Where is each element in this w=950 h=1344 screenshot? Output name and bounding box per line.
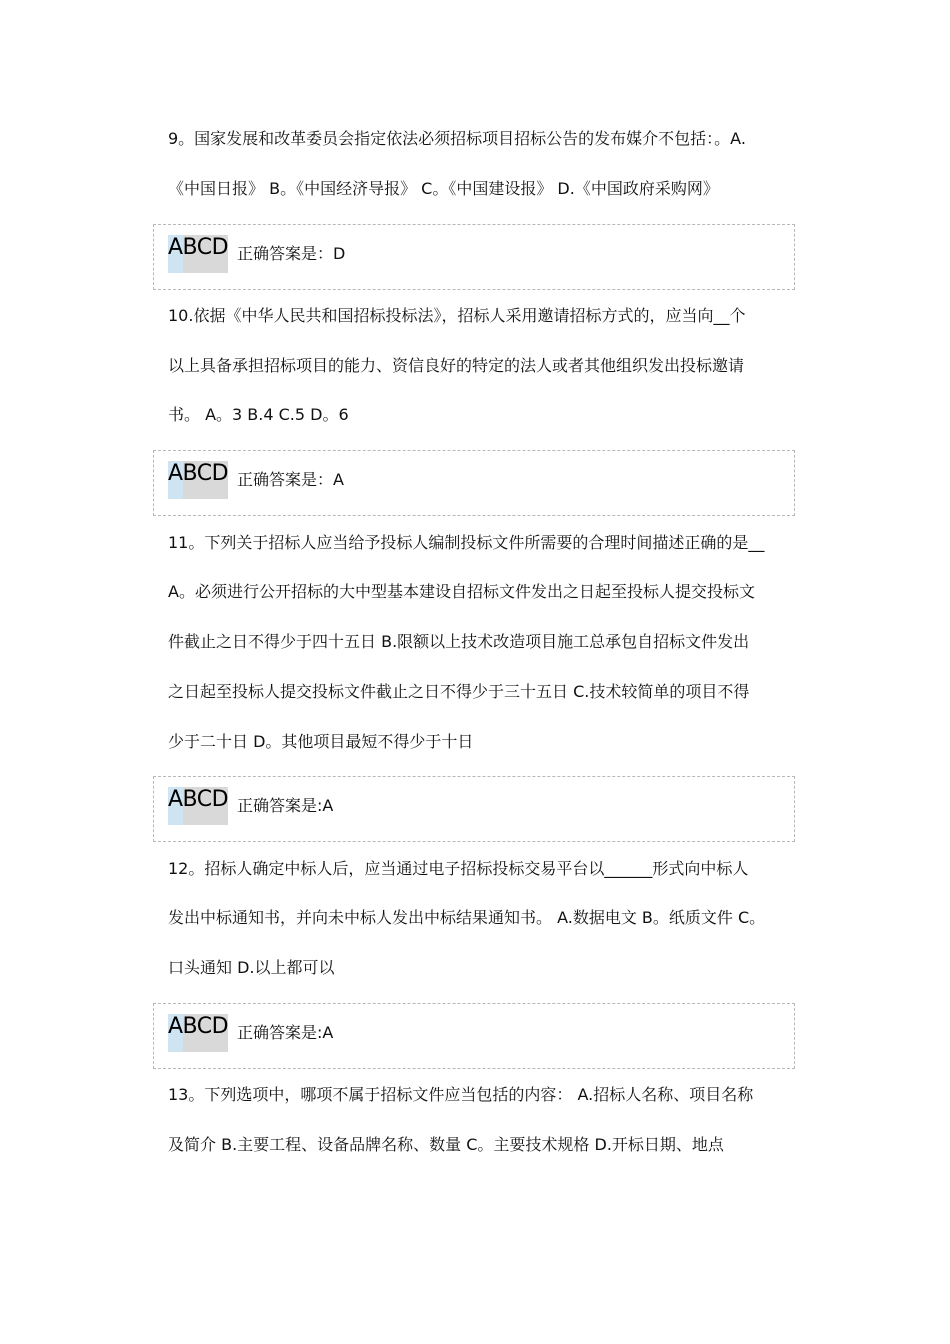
- question-10-line-3: 书。 A。3 B.4 C.5 D。6: [168, 405, 349, 424]
- question-11-line-5: 少于二十日 D。其他项目最短不得少于十日: [168, 732, 474, 751]
- question-11-line-1: 11。下列关于招标人应当给予投标人编制投标文件所需要的合理时间描述正确的是__: [168, 533, 765, 552]
- correct-answer-text: 正确答案是：D: [237, 244, 346, 263]
- question-12-line-3: 口头通知 D.以上都可以: [168, 958, 335, 977]
- question-9-line-1: 9。国家发展和改革委员会指定依法必须招标项目招标公告的发布媒介不包括：。A.: [168, 129, 746, 148]
- answer-box-11: [153, 776, 795, 842]
- question-12-line-2: 发出中标通知书，并向未中标人发出中标结果通知书。 A.数据电文 B。纸质文件 C。: [168, 908, 766, 927]
- correct-answer-text: 正确答案是:A: [237, 1023, 334, 1042]
- question-12-line-1: 12。招标人确定中标人后，应当通过电子招标投标交易平台以______形式向中标人: [168, 859, 749, 878]
- abcd-badge: [168, 461, 228, 499]
- answer-box-9: [153, 224, 795, 290]
- question-11-line-3: 件截止之日不得少于四十五日 B.限额以上技术改造项目施工总承包自招标文件发出: [168, 632, 750, 651]
- badge-label: ABCD: [168, 461, 229, 486]
- question-10-line-1: 10.依据《中华人民共和国招标投标法》，招标人采用邀请招标方式的，应当向__个: [168, 306, 746, 325]
- question-13-line-2: 及简介 B.主要工程、设备品牌名称、数量 C。主要技术规格 D.开标日期、地点: [168, 1135, 724, 1154]
- question-13-line-1: 13。下列选项中，哪项不属于招标文件应当包括的内容： A.招标人名称、项目名称: [168, 1085, 754, 1104]
- badge-label: ABCD: [168, 787, 229, 812]
- question-11-line-2: A。必须进行公开招标的大中型基本建设自招标文件发出之日起至投标人提交投标文: [168, 582, 755, 601]
- question-11-line-4: 之日起至投标人提交投标文件截止之日不得少于三十五日 C.技术较简单的项目不得: [168, 682, 750, 701]
- correct-answer-text: 正确答案是：A: [237, 470, 344, 489]
- correct-answer-text: 正确答案是:A: [237, 796, 334, 815]
- answer-box-12: [153, 1003, 795, 1069]
- badge-label: ABCD: [168, 1014, 229, 1039]
- abcd-badge: [168, 787, 228, 825]
- abcd-badge: [168, 235, 228, 273]
- badge-label: ABCD: [168, 235, 229, 260]
- abcd-badge: [168, 1014, 228, 1052]
- answer-box-10: [153, 450, 795, 516]
- question-10-line-2: 以上具备承担招标项目的能力、资信良好的特定的法人或者其他组织发出投标邀请: [168, 356, 745, 375]
- question-9-line-2: 《中国日报》 B。《中国经济导报》 C。《中国建设报》 D.《中国政府采购网》: [168, 179, 719, 198]
